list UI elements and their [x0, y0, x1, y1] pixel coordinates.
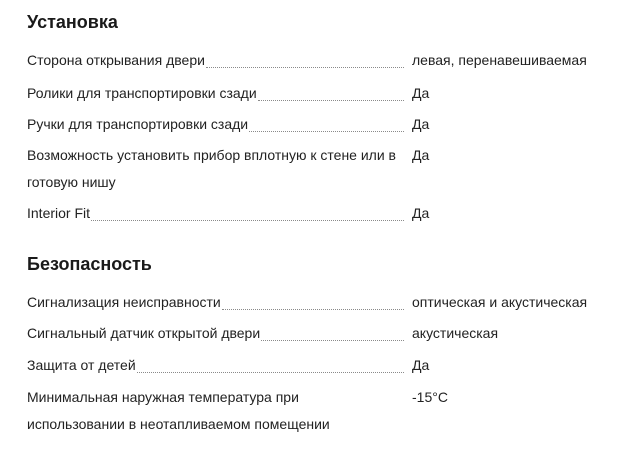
section-title-installation: Установка: [27, 12, 118, 32]
spec-row-door-sensor: [27, 320, 617, 347]
spec-label: Ручки для транспортировки сзади: [27, 116, 249, 132]
dotted-leader: [258, 82, 404, 101]
spec-row-handles: [27, 111, 617, 138]
spec-value: оптическая и акустическая: [412, 294, 588, 310]
spec-row-fault-alarm: [27, 289, 617, 316]
spec-label: Сторона открывания двери: [27, 52, 205, 68]
spec-row-rollers: [27, 80, 617, 107]
spec-value: акустическая: [412, 325, 499, 341]
dotted-leader: [137, 354, 404, 373]
spec-row-door-side: [27, 47, 617, 74]
spec-label: Возможность установить прибор вплотную к стене или в готовую нишу: [27, 147, 396, 190]
spec-label: Interior Fit: [27, 205, 91, 221]
spec-label: Ролики для транспортировки сзади: [27, 85, 257, 101]
spec-value: левая, перенавешиваемая: [412, 52, 587, 68]
dotted-leader: [222, 291, 404, 310]
spec-label: Минимальная наружная температура при использовании в неотапливаемом помещении: [27, 389, 330, 432]
spec-value: Да: [412, 85, 430, 101]
dotted-leader: [249, 113, 404, 132]
spec-row-child-lock: [27, 352, 617, 379]
spec-value: Да: [412, 116, 430, 132]
spec-value: Да: [412, 357, 430, 373]
spec-label: Сигнальный датчик открытой двери: [27, 325, 261, 341]
dotted-leader: [206, 49, 404, 68]
dotted-leader: [91, 202, 404, 221]
section-title-safety: Безопасность: [27, 254, 152, 274]
dotted-leader: [261, 322, 404, 341]
spec-row-interior-fit: [27, 200, 617, 227]
spec-row-min-temp: [27, 384, 617, 438]
spec-label: Сигнализация неисправности: [27, 294, 221, 310]
spec-value: Да: [412, 205, 430, 221]
spec-value: Да: [412, 147, 430, 163]
spec-row-wall-install: [27, 142, 617, 196]
spec-label: Защита от детей: [27, 357, 136, 373]
spec-value: -15°C: [412, 389, 448, 405]
